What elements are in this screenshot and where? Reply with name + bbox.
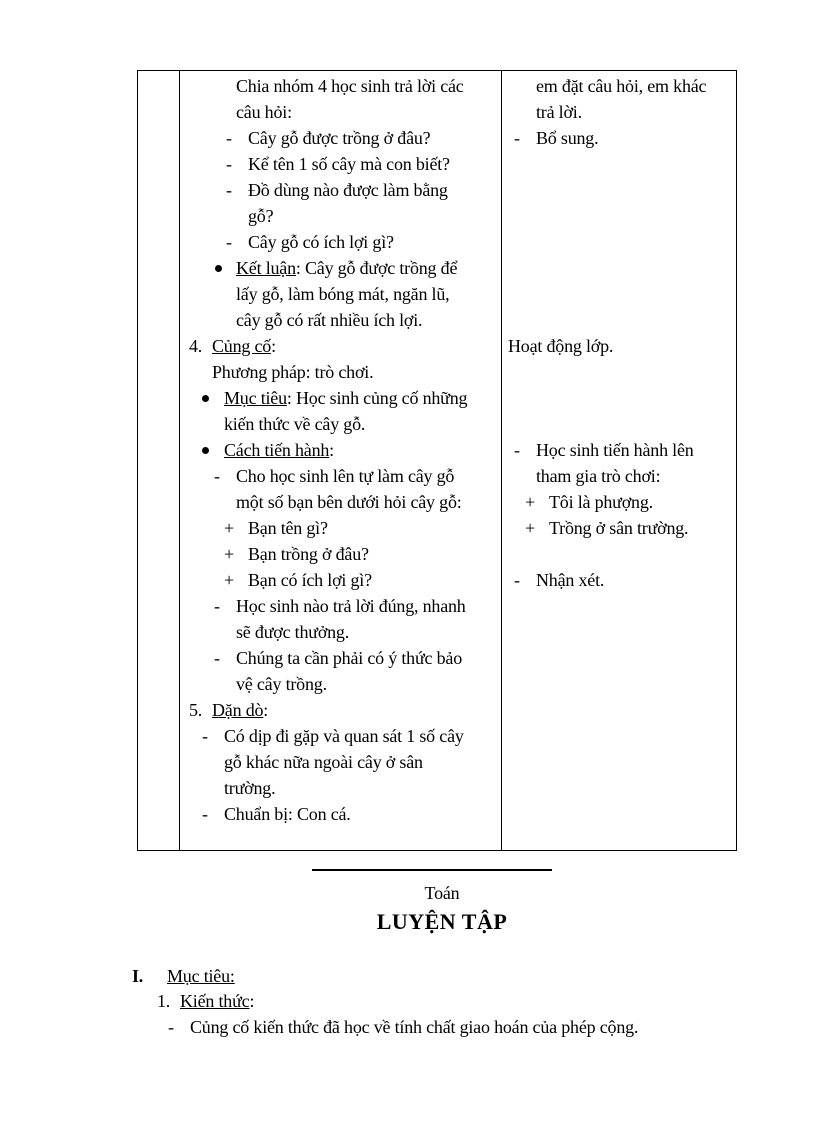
objective-line: Mục tiêu: Học sinh củng cố những bbox=[224, 388, 468, 408]
question-item: Đồ dùng nào được làm bằng bbox=[248, 180, 448, 200]
game-question: Bạn tên gì? bbox=[248, 518, 328, 538]
dash-mark: - bbox=[168, 1017, 174, 1037]
table-column-divider bbox=[501, 71, 502, 850]
procedure-item: vệ cây trồng. bbox=[236, 674, 327, 694]
dash-mark: - bbox=[214, 596, 220, 616]
bullet-icon bbox=[202, 395, 209, 402]
dash-mark: - bbox=[214, 466, 220, 486]
subsection-title: Kiến thức: bbox=[180, 991, 255, 1011]
right-line: Hoạt động lớp. bbox=[508, 336, 614, 356]
right-line: Nhận xét. bbox=[536, 570, 605, 590]
plus-mark: + bbox=[224, 570, 234, 590]
plus-mark: + bbox=[224, 518, 234, 538]
section-heading: Dặn dò: bbox=[212, 700, 269, 720]
left-line: câu hỏi: bbox=[236, 102, 292, 122]
dash-mark: - bbox=[514, 128, 520, 148]
section-number: 5. bbox=[189, 700, 203, 720]
dash-mark: - bbox=[514, 440, 520, 460]
dash-mark: - bbox=[202, 726, 208, 746]
conclusion-text: : Cây gỗ được trồng để bbox=[295, 258, 458, 278]
right-line: Tôi là phượng. bbox=[549, 492, 653, 512]
procedure-item: Cho học sinh lên tự làm cây gỗ bbox=[236, 466, 455, 486]
dash-mark: - bbox=[226, 180, 232, 200]
procedure-item: Chúng ta cần phải có ý thức bảo bbox=[236, 648, 462, 668]
procedure-heading: Cách tiến hành: bbox=[224, 440, 334, 460]
dash-mark: - bbox=[226, 154, 232, 174]
procedure-item: Học sinh nào trả lời đúng, nhanh bbox=[236, 596, 466, 616]
section-heading: Củng cố: bbox=[212, 336, 276, 356]
question-item: Cây gỗ được trồng ở đâu? bbox=[248, 128, 431, 148]
homework-item: trường. bbox=[224, 778, 276, 798]
conclusion-line: lấy gỗ, làm bóng mát, ngăn lũ, bbox=[236, 284, 450, 304]
right-line: em đặt câu hỏi, em khác bbox=[536, 76, 707, 96]
procedure-item: một số bạn bên dưới hỏi cây gỗ: bbox=[236, 492, 462, 512]
dash-mark: - bbox=[202, 804, 208, 824]
conclusion-line bbox=[236, 257, 457, 279]
question-item: Cây gỗ có ích lợi gì? bbox=[248, 232, 394, 252]
homework-item: Chuẩn bị: Con cá. bbox=[224, 804, 351, 824]
section-number: 4. bbox=[189, 336, 203, 356]
dash-mark: - bbox=[226, 232, 232, 252]
question-item: Kể tên 1 số cây mà con biết? bbox=[248, 154, 450, 174]
table-column-divider bbox=[179, 71, 180, 850]
procedure-item: sẽ được thưởng. bbox=[236, 622, 350, 642]
separator-rule bbox=[312, 869, 552, 871]
conclusion-line: cây gỗ có rất nhiều ích lợi. bbox=[236, 310, 423, 330]
right-line: Học sinh tiến hành lên bbox=[536, 440, 694, 460]
question-item: gỗ? bbox=[248, 206, 274, 226]
homework-item: Có dịp đi gặp và quan sát 1 số cây bbox=[224, 726, 464, 746]
bullet-icon bbox=[202, 447, 209, 454]
plus-mark: + bbox=[224, 544, 234, 564]
plus-mark: + bbox=[525, 492, 535, 512]
lesson-title: LUYỆN TẬP bbox=[376, 909, 508, 934]
right-line: tham gia trò chơi: bbox=[536, 466, 661, 486]
conclusion-label: Kết luận bbox=[236, 258, 296, 278]
section-title: Mục tiêu: bbox=[167, 966, 235, 986]
plus-mark: + bbox=[525, 518, 535, 538]
method-line: Phương pháp: trò chơi. bbox=[212, 362, 374, 382]
bullet-icon bbox=[215, 265, 222, 272]
left-line: Chia nhóm 4 học sinh trả lời các bbox=[236, 76, 464, 96]
game-question: Bạn trồng ở đâu? bbox=[248, 544, 369, 564]
subsection-number: 1. bbox=[157, 991, 171, 1011]
dash-mark: - bbox=[214, 648, 220, 668]
right-line: trả lời. bbox=[536, 102, 582, 122]
right-line: Trồng ở sân trường. bbox=[549, 518, 689, 538]
objective-line: kiến thức về cây gỗ. bbox=[224, 414, 366, 434]
game-question: Bạn có ích lợi gì? bbox=[248, 570, 372, 590]
dash-mark: - bbox=[226, 128, 232, 148]
homework-item: gỗ khác nữa ngoài cây ở sân bbox=[224, 752, 423, 772]
subject-name: Toán bbox=[424, 883, 460, 903]
section-roman-numeral: I. bbox=[132, 966, 144, 986]
dash-mark: - bbox=[514, 570, 520, 590]
objective-item: Củng cố kiến thức đã học về tính chất giao hoán của phép cộng. bbox=[190, 1017, 639, 1037]
right-line: Bổ sung. bbox=[536, 128, 599, 148]
